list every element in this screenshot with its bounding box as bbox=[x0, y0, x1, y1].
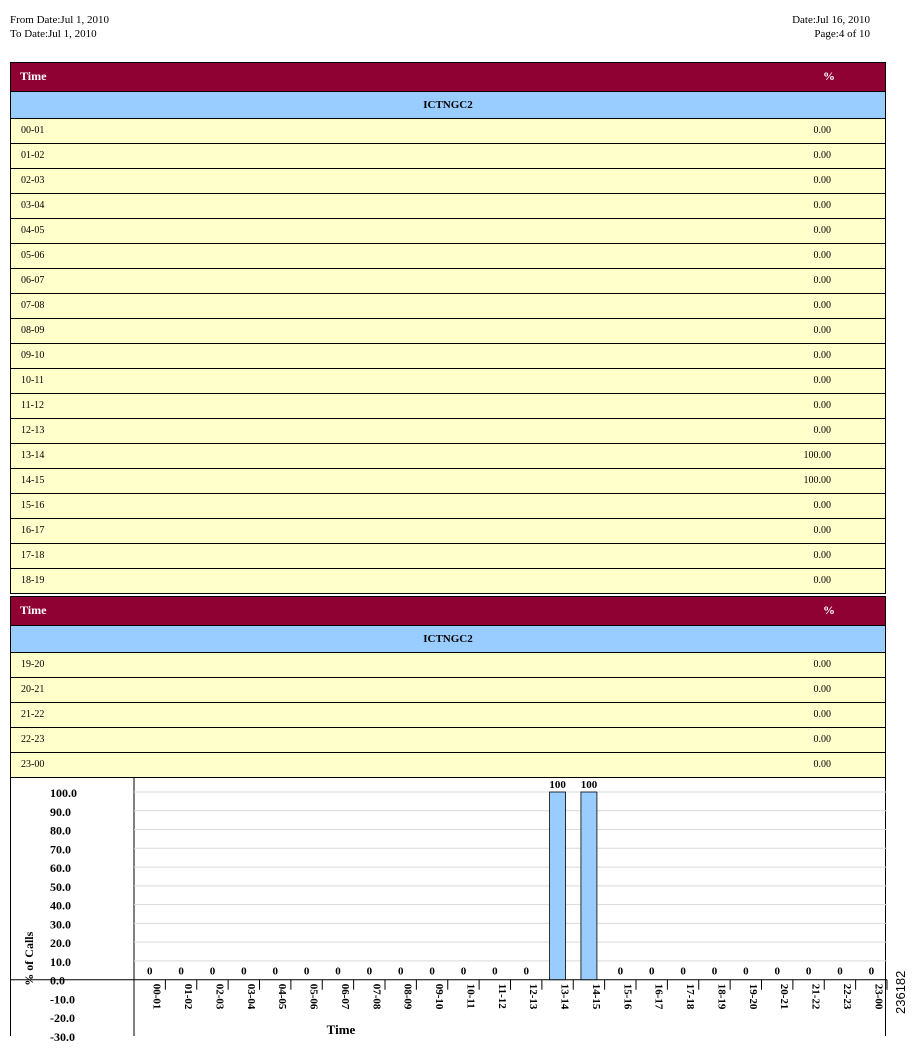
table-row bbox=[10, 144, 886, 169]
row-percent: 0.00 bbox=[813, 734, 831, 745]
x-tick-label: 13-14 bbox=[558, 983, 571, 1010]
row-time: 04-05 bbox=[21, 225, 45, 236]
y-tick-label: -10.0 bbox=[50, 992, 75, 1007]
row-time: 19-20 bbox=[21, 659, 45, 670]
bar bbox=[550, 792, 566, 980]
x-tick-label: 20-21 bbox=[778, 983, 791, 1010]
table-row bbox=[10, 678, 886, 703]
x-tick-label: 19-20 bbox=[746, 983, 759, 1010]
table-row bbox=[10, 369, 886, 394]
table-row bbox=[10, 544, 886, 569]
x-tick-label: 10-11 bbox=[464, 983, 477, 1009]
data-label: 0 bbox=[272, 965, 278, 978]
y-tick-label: 50.0 bbox=[50, 879, 71, 894]
table-row bbox=[10, 244, 886, 269]
table-row bbox=[10, 419, 886, 444]
data-label: 0 bbox=[241, 965, 247, 978]
data-label: 0 bbox=[460, 965, 467, 978]
row-time: 10-11 bbox=[21, 375, 44, 386]
x-tick-label: 22-23 bbox=[840, 983, 853, 1010]
row-percent: 0.00 bbox=[813, 150, 831, 161]
row-time: 12-13 bbox=[21, 425, 45, 436]
x-tick-label: 08-09 bbox=[401, 983, 414, 1010]
report-date: Date:Jul 16, 2010 bbox=[792, 14, 870, 26]
x-tick-label: 06-07 bbox=[338, 983, 351, 1010]
y-axis-title: % of Calls bbox=[22, 931, 36, 986]
table-row bbox=[10, 703, 886, 728]
row-percent: 0.00 bbox=[813, 300, 831, 311]
row-time: 13-14 bbox=[21, 450, 45, 461]
x-tick-label: 00-01 bbox=[150, 983, 163, 1010]
table-row bbox=[10, 653, 886, 678]
x-tick-label: 16-17 bbox=[652, 983, 665, 1010]
data-label: 0 bbox=[335, 965, 341, 978]
data-label: 0 bbox=[397, 965, 404, 978]
table-row bbox=[10, 194, 886, 219]
row-time: 17-18 bbox=[21, 550, 45, 561]
x-tick-label: 04-05 bbox=[276, 983, 289, 1010]
row-percent: 0.00 bbox=[813, 125, 831, 136]
table-row bbox=[10, 269, 886, 294]
data-label: 0 bbox=[711, 965, 718, 978]
report-date-range bbox=[10, 13, 109, 41]
y-tick-label: 90.0 bbox=[50, 804, 71, 819]
data-label: 100 bbox=[580, 779, 598, 791]
row-time: 02-03 bbox=[21, 175, 45, 186]
data-label: 0 bbox=[648, 965, 655, 978]
data-label: 0 bbox=[429, 965, 435, 978]
row-percent: 0.00 bbox=[813, 709, 831, 720]
row-time: 00-01 bbox=[21, 125, 45, 136]
y-tick-label: 40.0 bbox=[50, 898, 71, 913]
data-label: 100 bbox=[549, 779, 566, 791]
x-tick-label: 12-13 bbox=[527, 983, 540, 1010]
bar bbox=[581, 792, 597, 980]
row-percent: 0.00 bbox=[813, 525, 831, 536]
row-percent: 0.00 bbox=[813, 550, 831, 561]
row-time: 08-09 bbox=[21, 325, 45, 336]
y-tick-label: -30.0 bbox=[50, 1030, 75, 1044]
page-number: Page:4 of 10 bbox=[814, 28, 870, 40]
row-time: 22-23 bbox=[21, 734, 45, 745]
table-row bbox=[10, 753, 886, 778]
y-tick-label: 100.0 bbox=[50, 786, 77, 800]
data-label: 0 bbox=[837, 965, 843, 978]
data-label: 0 bbox=[178, 965, 184, 978]
column-header-percent: % bbox=[823, 69, 835, 83]
row-percent: 0.00 bbox=[813, 684, 831, 695]
data-label: 0 bbox=[492, 965, 498, 978]
row-time: 14-15 bbox=[21, 475, 45, 486]
x-tick-label: 18-19 bbox=[715, 983, 728, 1010]
row-percent: 0.00 bbox=[813, 575, 831, 586]
row-percent: 0.00 bbox=[813, 759, 831, 770]
table-header-row bbox=[10, 596, 886, 626]
y-tick-label: 30.0 bbox=[50, 917, 71, 932]
table-row bbox=[10, 294, 886, 319]
column-header-time: Time bbox=[20, 603, 47, 617]
row-percent: 0.00 bbox=[813, 659, 831, 670]
report-table-part-1 bbox=[10, 62, 886, 594]
table-row bbox=[10, 119, 886, 144]
to-date: To Date:Jul 1, 2010 bbox=[10, 28, 97, 40]
bar-chart bbox=[11, 778, 887, 1044]
data-label: 0 bbox=[680, 965, 686, 978]
row-time: 09-10 bbox=[21, 350, 45, 361]
y-tick-label: 80.0 bbox=[50, 823, 71, 838]
x-tick-label: 01-02 bbox=[182, 983, 195, 1010]
row-time: 07-08 bbox=[21, 300, 45, 311]
row-time: 03-04 bbox=[21, 200, 45, 211]
column-header-time: Time bbox=[20, 69, 47, 83]
x-tick-label: 02-03 bbox=[213, 983, 226, 1010]
x-tick-label: 03-04 bbox=[244, 983, 257, 1010]
x-tick-label: 14-15 bbox=[589, 983, 602, 1010]
x-tick-label: 17-18 bbox=[684, 983, 697, 1010]
table-row bbox=[10, 219, 886, 244]
group-header: ICTNGC2 bbox=[10, 626, 886, 653]
row-percent: 0.00 bbox=[813, 250, 831, 261]
data-label: 0 bbox=[209, 965, 216, 978]
table-row bbox=[10, 569, 886, 594]
y-tick-label: 70.0 bbox=[50, 842, 71, 857]
figure-id: 236182 bbox=[893, 970, 908, 1014]
table-row bbox=[10, 519, 886, 544]
from-date: From Date:Jul 1, 2010 bbox=[10, 14, 109, 26]
row-time: 23-00 bbox=[21, 759, 45, 770]
group-header: ICTNGC2 bbox=[10, 92, 886, 119]
row-percent: 0.00 bbox=[813, 375, 831, 386]
data-label: 0 bbox=[617, 965, 624, 978]
x-tick-label: 09-10 bbox=[433, 983, 446, 1010]
y-tick-label: 20.0 bbox=[50, 936, 71, 951]
row-time: 15-16 bbox=[21, 500, 45, 511]
report-table-part-2 bbox=[10, 596, 886, 778]
table-row bbox=[10, 344, 886, 369]
x-tick-label: 11-12 bbox=[495, 983, 508, 1009]
y-tick-label: 60.0 bbox=[50, 861, 71, 876]
row-percent: 0.00 bbox=[813, 275, 831, 286]
table-row bbox=[10, 469, 886, 494]
x-tick-label: 15-16 bbox=[621, 983, 634, 1010]
row-percent: 0.00 bbox=[813, 200, 831, 211]
row-time: 05-06 bbox=[21, 250, 45, 261]
row-percent: 0.00 bbox=[813, 225, 831, 236]
row-time: 01-02 bbox=[21, 150, 45, 161]
row-percent: 100.00 bbox=[803, 450, 831, 461]
data-label: 0 bbox=[366, 965, 373, 978]
column-header-percent: % bbox=[823, 603, 835, 617]
table-row bbox=[10, 319, 886, 344]
x-tick-label: 21-22 bbox=[809, 983, 822, 1010]
data-label: 0 bbox=[868, 965, 875, 978]
table-row bbox=[10, 494, 886, 519]
table-row bbox=[10, 169, 886, 194]
row-percent: 100.00 bbox=[803, 475, 831, 486]
y-tick-label: 0.0 bbox=[50, 973, 65, 988]
x-axis-title: Time bbox=[326, 1022, 356, 1037]
data-label: 0 bbox=[523, 965, 529, 978]
table-row bbox=[10, 444, 886, 469]
table-header-row bbox=[10, 62, 886, 92]
row-time: 11-12 bbox=[21, 400, 44, 411]
row-percent: 0.00 bbox=[813, 325, 831, 336]
row-time: 21-22 bbox=[21, 709, 45, 720]
table-row bbox=[10, 394, 886, 419]
x-tick-label: 23-00 bbox=[872, 983, 885, 1010]
data-label: 0 bbox=[146, 965, 153, 978]
row-percent: 0.00 bbox=[813, 350, 831, 361]
row-time: 06-07 bbox=[21, 275, 45, 286]
y-tick-label: 10.0 bbox=[50, 954, 71, 969]
y-tick-label: -20.0 bbox=[50, 1011, 75, 1026]
row-percent: 0.00 bbox=[813, 425, 831, 436]
row-time: 16-17 bbox=[21, 525, 45, 536]
row-time: 20-21 bbox=[21, 684, 45, 695]
row-percent: 0.00 bbox=[813, 175, 831, 186]
table-row bbox=[10, 728, 886, 753]
report-meta bbox=[792, 13, 870, 41]
data-label: 0 bbox=[805, 965, 812, 978]
data-label: 0 bbox=[303, 965, 310, 978]
row-percent: 0.00 bbox=[813, 500, 831, 511]
x-tick-label: 05-06 bbox=[307, 983, 320, 1010]
row-time: 18-19 bbox=[21, 575, 45, 586]
percent-of-calls-chart bbox=[10, 778, 886, 1044]
data-label: 0 bbox=[743, 965, 749, 978]
row-percent: 0.00 bbox=[813, 400, 831, 411]
x-tick-label: 07-08 bbox=[370, 983, 383, 1010]
data-label: 0 bbox=[774, 965, 780, 978]
